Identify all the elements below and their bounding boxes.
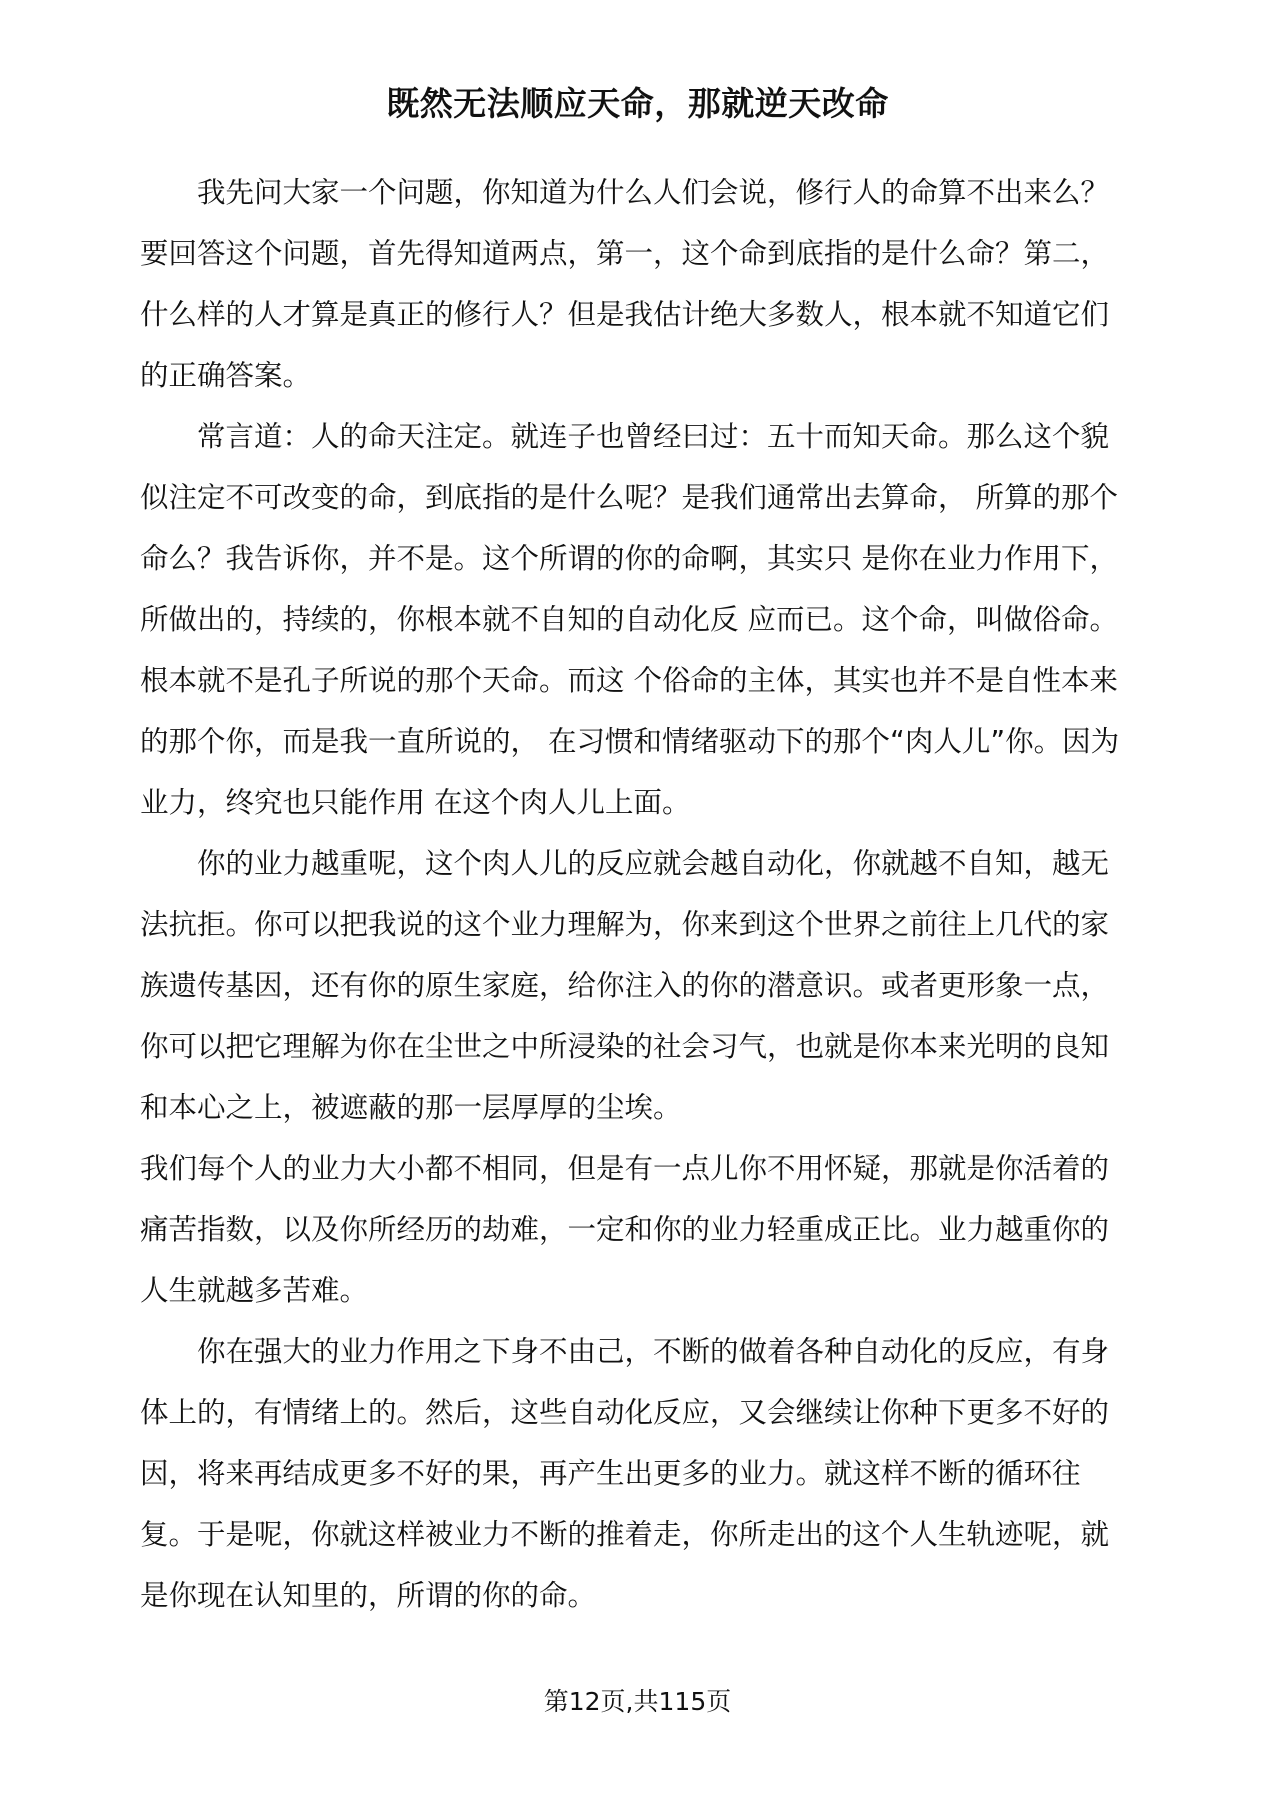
page-title: 既然无法顺应天命，那就逆天改命 bbox=[386, 84, 889, 123]
paragraph-1: 我先问大家一个问题，你知道为什么人们会说，修行人的命算不出来么？要回答这个问题，首先得知道两点，第一，这个命到底指的是什么命？第二，什么样的人才算是真正的修行人？但是我估计绝大多数人，根本就不知道它们的正确答案。 bbox=[140, 176, 1110, 392]
paragraph-2: 常言道：人的命天注定。就连子也曾经曰过：五十而知天命。那么这个貌似注定不可改变的命，到底指的是什么呢？是我们通常出去算命， 所算的那个命么？我告诉你，并不是。这个所谓的你的命啊，其实只 是你在业力作用下，所做出的，持续的，你根本就不自知的自动化反 应而已。这个命，叫做俗命。根本就不是孔子所说的那个天命。而这 个俗命的主体，其实也并不是自性本来的那个你，而是我一直所说的， 在习惯和情绪驱动下的那个“肉人儿”你。因为业力，终究也只能作用 在这个肉人儿上面。 bbox=[140, 420, 1120, 819]
paragraph-3: 你的业力越重呢，这个肉人儿的反应就会越自动化，你就越不自知，越无法抗拒。你可以把我说的这个业力理解为，你来到这个世界之前往上几代的家族遗传基因，还有你的原生家庭，给你注入的你的潜意识。或者更形象一点，你可以把它理解为你在尘世之中所浸染的社会习气，也就是你本来光明的良知和本心之上，被遮蔽的那一层厚厚的尘埃。 bbox=[140, 847, 1110, 1124]
paragraph-4: 我们每个人的业力大小都不相同，但是有一点儿你不用怀疑，那就是你活着的痛苦指数，以及你所经历的劫难，一定和你的业力轻重成正比。业力越重你的人生就越多苦难。 bbox=[140, 1152, 1110, 1307]
paragraph-5: 你在强大的业力作用之下身不由己，不断的做着各种自动化的反应，有身体上的，有情绪上的。然后，这些自动化反应，又会继续让你种下更多不好的因，将来再结成更多不好的果，再产生出更多的业力。就这样不断的循环往复。于是呢，你就这样被业力不断的推着走，你所走出的这个人生轨迹呢，就是你现在认知里的，所谓的你的命。 bbox=[140, 1335, 1110, 1612]
document-body bbox=[140, 162, 1130, 1626]
page-number-footer: 第12页,共115页 bbox=[543, 1687, 732, 1716]
